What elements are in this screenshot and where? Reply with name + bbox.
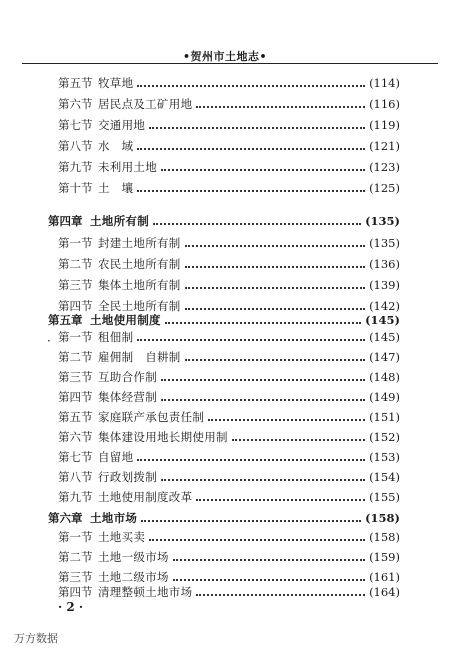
toc-section-row[interactable] xyxy=(58,467,400,487)
dot-leader xyxy=(137,459,365,461)
section-title: 家庭联产承包责任制 xyxy=(98,410,205,424)
section-title: 土地二级市场 xyxy=(98,570,169,584)
dot-leader xyxy=(153,223,361,225)
page-number: (148) xyxy=(369,370,400,384)
dot-leader xyxy=(185,287,365,289)
toc-section-row[interactable] xyxy=(58,157,400,177)
page-number: (147) xyxy=(369,350,400,364)
dot-leader xyxy=(137,148,365,150)
section-title: 集体建设用地长期使用制 xyxy=(98,430,228,444)
dot-leader xyxy=(185,359,365,361)
page-folio: · 2 · xyxy=(58,600,84,614)
toc-section-row[interactable] xyxy=(58,387,400,407)
page-number: (139) xyxy=(369,278,400,292)
dot-leader xyxy=(161,479,365,481)
running-header: •贺州市土地志• xyxy=(182,50,268,63)
toc-section-row[interactable] xyxy=(58,407,400,427)
section-number: 第一节 xyxy=(58,236,93,250)
toc-section-row[interactable] xyxy=(58,275,400,295)
section-number: 第七节 xyxy=(58,450,93,464)
dot-leader xyxy=(173,579,365,581)
section-title: 土地一级市场 xyxy=(98,550,169,564)
dot-leader xyxy=(196,106,365,108)
chapter-title: 土地所有制 xyxy=(90,214,149,228)
page-number: (142) xyxy=(369,299,400,313)
dot-leader xyxy=(161,399,365,401)
watermark-text: 万方数据 xyxy=(14,632,58,645)
toc-section-row[interactable] xyxy=(58,73,400,93)
section-number: 第一节 xyxy=(58,330,93,344)
section-title: 农民土地所有制 xyxy=(98,257,181,271)
page-number: (151) xyxy=(369,410,400,424)
section-title: 自留地 xyxy=(98,450,134,464)
section-title: 封建土地所有制 xyxy=(98,236,181,250)
page-number: (136) xyxy=(369,257,400,271)
section-title: 清理整顿土地市场 xyxy=(98,585,193,599)
toc-section-row[interactable] xyxy=(58,94,400,114)
section-title: 集体经营制 xyxy=(98,390,157,404)
toc-section-row[interactable] xyxy=(58,136,400,156)
page-number: (125) xyxy=(369,181,400,195)
dot-leader xyxy=(173,559,365,561)
toc-section-row[interactable] xyxy=(58,527,400,547)
section-title: 全民土地所有制 xyxy=(98,299,181,313)
section-title: 租佃制 xyxy=(98,330,134,344)
dot-leader xyxy=(165,322,361,324)
dot-leader xyxy=(149,539,365,541)
section-title: 集体土地所有制 xyxy=(98,278,181,292)
section-number: 第六节 xyxy=(58,430,93,444)
page-number: (135) xyxy=(369,236,400,250)
dot-leader xyxy=(196,594,365,596)
dot-leader xyxy=(161,379,365,381)
section-number: 第五节 xyxy=(58,410,93,424)
chapter-title: 土地使用制度 xyxy=(90,313,161,327)
section-number: 第四节 xyxy=(58,390,93,404)
section-number: 第三节 xyxy=(58,570,93,584)
section-number: 第二节 xyxy=(58,257,93,271)
dot-leader xyxy=(149,127,365,129)
toc-section-row[interactable] xyxy=(58,327,400,347)
section-number: 第十节 xyxy=(58,181,93,195)
section-title: 未利用土地 xyxy=(98,160,157,174)
page-number: (135) xyxy=(365,214,400,228)
page-number: (159) xyxy=(369,550,400,564)
chapter-number: 第五章 xyxy=(48,313,83,327)
dot-leader xyxy=(161,169,365,171)
toc-section-row[interactable] xyxy=(58,367,400,387)
chapter-title: 土地市场 xyxy=(90,511,138,525)
section-number: 第三节 xyxy=(58,278,93,292)
page-number: (155) xyxy=(369,490,400,504)
page-number: (154) xyxy=(369,470,400,484)
section-number: 第二节 xyxy=(58,550,93,564)
chapter-number: 第六章 xyxy=(48,511,83,525)
dot-leader xyxy=(137,190,365,192)
dot-leader xyxy=(141,520,361,522)
section-title: 居民点及工矿用地 xyxy=(98,97,193,111)
page-number: (145) xyxy=(365,313,400,327)
section-number: 第四节 xyxy=(58,585,93,599)
section-number: 第八节 xyxy=(58,139,93,153)
page-number: (123) xyxy=(369,160,400,174)
section-title: 交通用地 xyxy=(98,118,146,132)
toc-section-row[interactable] xyxy=(58,233,400,253)
toc-section-row[interactable] xyxy=(58,254,400,274)
toc-section-row[interactable] xyxy=(58,178,400,198)
toc-section-row[interactable] xyxy=(58,115,400,135)
dot-leader xyxy=(185,245,365,247)
section-number: 第七节 xyxy=(58,118,93,132)
toc-section-row[interactable] xyxy=(58,582,400,602)
section-title: 土 壤 xyxy=(98,181,134,195)
page-number: (149) xyxy=(369,390,400,404)
toc-chapter-row[interactable] xyxy=(48,508,400,528)
page-number: (161) xyxy=(369,570,400,584)
page-number: (145) xyxy=(369,330,400,344)
dot-leader xyxy=(137,85,365,87)
margin-mark: · xyxy=(47,334,51,348)
page-number: (152) xyxy=(369,430,400,444)
section-number: 第八节 xyxy=(58,470,93,484)
section-title: 土地使用制度改革 xyxy=(98,490,193,504)
section-title: 互助合作制 xyxy=(98,370,157,384)
toc-section-row[interactable] xyxy=(58,447,400,467)
dot-leader xyxy=(232,439,365,441)
section-title: 土地买卖 xyxy=(98,530,146,544)
toc-chapter-row[interactable] xyxy=(48,211,400,231)
page-number: (158) xyxy=(369,530,400,544)
section-number: 第二节 xyxy=(58,350,93,364)
section-number: 第六节 xyxy=(58,97,93,111)
dot-leader xyxy=(196,499,365,501)
toc-section-row[interactable] xyxy=(58,427,400,447)
toc-section-row[interactable] xyxy=(58,547,400,567)
dot-leader xyxy=(137,339,365,341)
page-number: (114) xyxy=(369,76,400,90)
page-number: (121) xyxy=(369,139,400,153)
section-number: 第一节 xyxy=(58,530,93,544)
section-title: 雇佣制 自耕制 xyxy=(98,350,181,364)
page-number: (116) xyxy=(369,97,400,111)
page-number: (164) xyxy=(369,585,400,599)
dot-leader xyxy=(208,419,365,421)
toc-section-row[interactable] xyxy=(58,347,400,367)
page-number: (119) xyxy=(369,118,400,132)
section-title: 牧草地 xyxy=(98,76,134,90)
section-number: 第三节 xyxy=(58,370,93,384)
section-number: 第五节 xyxy=(58,76,93,90)
section-number: 第四节 xyxy=(58,299,93,313)
page-number: (153) xyxy=(369,450,400,464)
page-number: (158) xyxy=(365,511,400,525)
section-number: 第九节 xyxy=(58,160,93,174)
section-number: 第九节 xyxy=(58,490,93,504)
dot-leader xyxy=(185,266,365,268)
toc-section-row[interactable] xyxy=(58,487,400,507)
chapter-number: 第四章 xyxy=(48,214,83,228)
section-title: 水 域 xyxy=(98,139,134,153)
section-title: 行政划拨制 xyxy=(98,470,157,484)
